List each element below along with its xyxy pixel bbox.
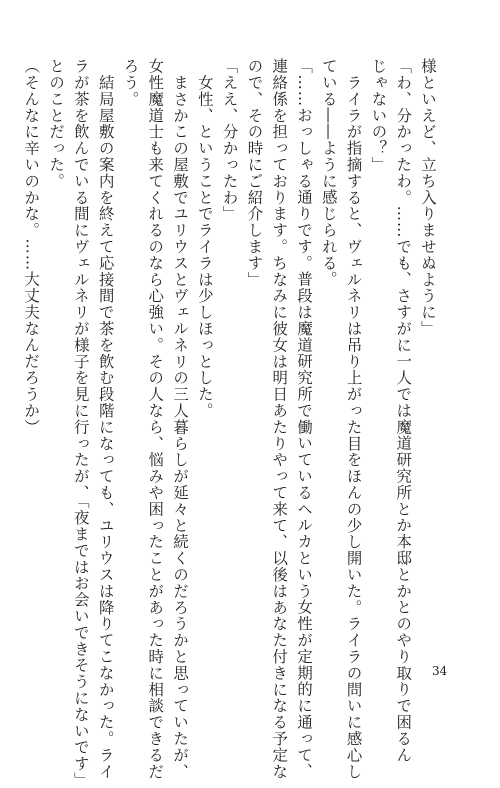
page-number: 34 xyxy=(432,664,448,678)
text-line: 「ええ、分かったわ」 xyxy=(220,58,239,222)
text-line: （そんなに辛いのかな。……大丈夫なんだろうか） xyxy=(22,58,41,436)
text-line: 連絡係を担っております。ちなみに彼女は明日あたりやって来て、以後はあなた付きになる予定な xyxy=(270,58,289,780)
text-line: まさかこの屋敷でユリウスとヴェルネリの三人暮らしが延々と続くのだろうかと思っていたが、 xyxy=(171,58,190,780)
text-line: ラが茶を飲んでいる間にヴェルネリが様子を見に行ったが、「夜まではお会いできそうにないです」 xyxy=(71,58,90,788)
text-line: じゃないの？」 xyxy=(369,58,388,173)
text-line: 女性魔道士も来てくれるのなら心強い。その人なら、悩みや困ったことがあった時に相談できるだ xyxy=(146,58,165,780)
text-line: 結局屋敷の案内を終えて応接間で茶を飲む段階になっても、ユリウスは降りてこなかった。ライ xyxy=(96,58,115,780)
text-line: ている――ように感じられる。 xyxy=(319,58,338,288)
text-line: ので、その時にご紹介します」 xyxy=(245,58,264,288)
text-line: 「わ、分かったわ。……でも、さすがに一人では魔道研究所とか本邸とかとのやり取りで困るん xyxy=(394,58,413,764)
text-line: 女性、ということでライラは少しほっとした。 xyxy=(195,58,214,419)
text-line: ライラが指摘すると、ヴェルネリは吊り上がった目をほんの少し開いた。ライラの問いに感心し xyxy=(344,58,363,780)
text-line: 様といえど、立ち入りませぬように」 xyxy=(419,58,437,337)
text-line: ろう。 xyxy=(121,58,140,108)
text-line: 「……おっしゃる通りです。普段は魔道研究所で働いているヘルカという女性が定期的に通って、 xyxy=(295,58,314,780)
text-line: とのことだった。 xyxy=(47,58,66,190)
